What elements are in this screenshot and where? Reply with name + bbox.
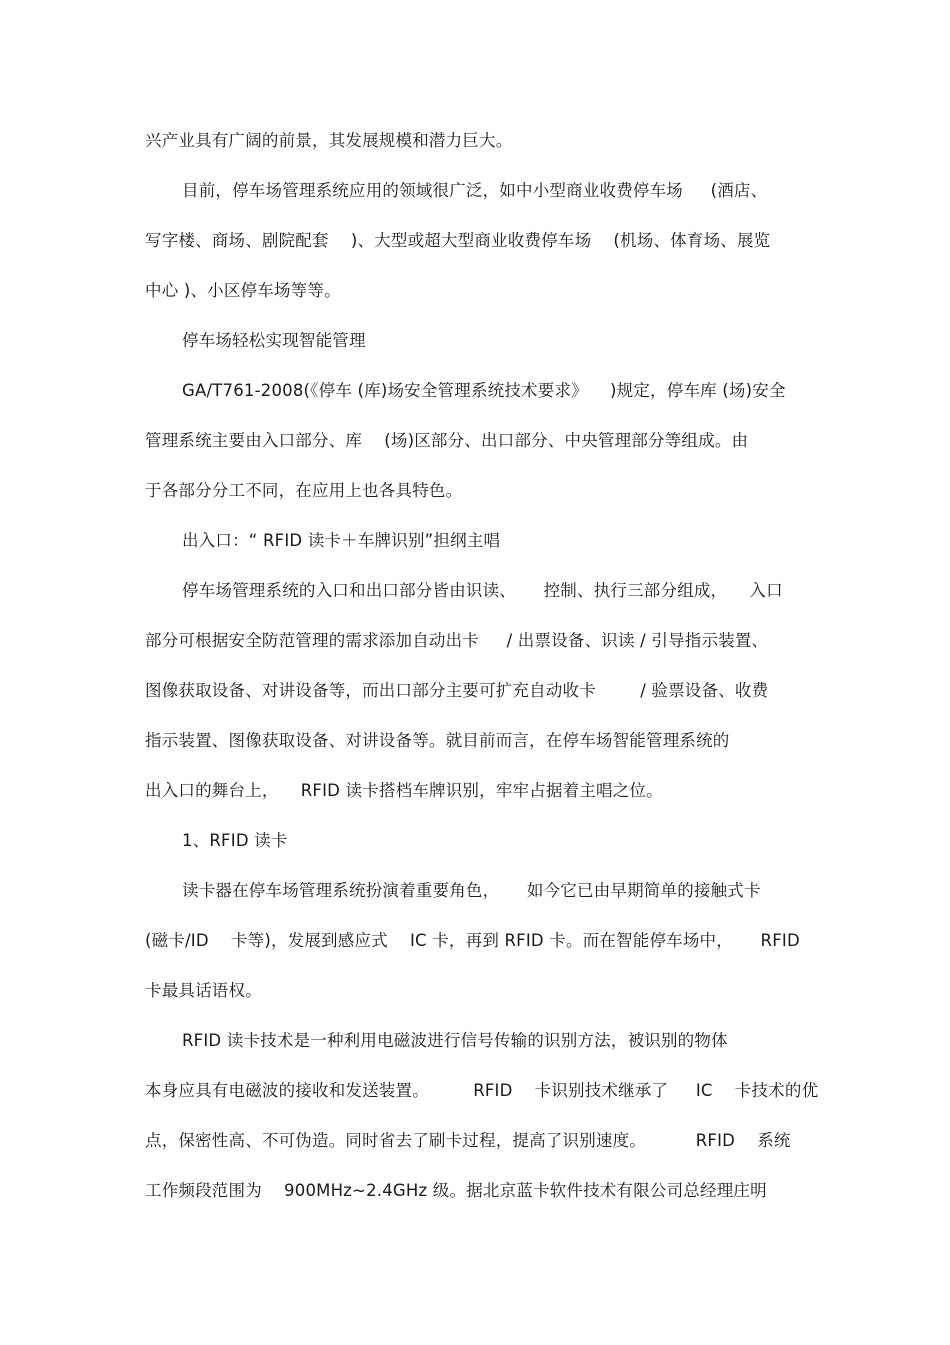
text-line: 卡最具话语权。 [145, 981, 262, 1000]
text-line: 管理系统主要由入口部分、库 (场)区部分、出口部分、中央管理部分等组成。由 [145, 431, 749, 450]
text-line: 图像获取设备、对讲设备等，而出口部分主要可扩充自动收卡 / 验票设备、收费 [145, 681, 769, 700]
text-line: 读卡器在停车场管理系统扮演着重要角色， 如今它已由早期简单的接触式卡 [182, 881, 761, 900]
section-heading: 出入口：“ RFID 读卡＋车牌识别”担纲主唱 [182, 531, 501, 550]
text-line: 本身应具有电磁波的接收和发送装置。 RFID 卡识别技术继承了 IC 卡技术的优 [145, 1081, 819, 1100]
text-line: 于各部分分工不同，在应用上也各具特色。 [145, 481, 463, 500]
text-line: 点，保密性高、不可伪造。同时省去了刷卡过程，提高了识别速度。 RFID 系统 [145, 1131, 791, 1150]
text-line: 中心 )、小区停车场等等。 [145, 281, 341, 300]
text-line: 指示装置、图像获取设备、对讲设备等。就目前而言，在停车场智能管理系统的 [145, 731, 730, 750]
text-line: 兴产业具有广阔的前景，其发展规模和潜力巨大。 [145, 131, 513, 150]
text-line: 部分可根据安全防范管理的需求添加自动出卡 / 出票设备、识读 / 引导指示装置、 [145, 631, 769, 650]
text-line: 写字楼、商场、剧院配套 )、大型或超大型商业收费停车场 (机场、体育场、展览 [145, 231, 771, 250]
text-line: GA/T761-2008(《停车 (库)场安全管理系统技术要求》 )规定，停车库 (场)安全 [182, 381, 786, 400]
text-line: 工作频段范围为 900MHz~2.4GHz 级。据北京蓝卡软件技术有限公司总经理庄明 [145, 1181, 767, 1200]
text-line: 停车场管理系统的入口和出口部分皆由识读、 控制、执行三部分组成， 入口 [182, 581, 783, 600]
text-line: RFID 读卡技术是一种利用电磁波进行信号传输的识别方法，被识别的物体 [182, 1031, 728, 1050]
text-line: (磁卡/ID 卡等)，发展到感应式 IC 卡，再到 RFID 卡。而在智能停车场中， RFID [145, 931, 800, 950]
text-line: 目前，停车场管理系统应用的领域很广泛，如中小型商业收费停车场 (酒店、 [182, 181, 768, 200]
text-line: 出入口的舞台上， RFID 读卡搭档车牌识别，牢牢占据着主唱之位。 [145, 781, 663, 800]
section-heading: 停车场轻松实现智能管理 [182, 331, 366, 350]
section-heading: 1、RFID 读卡 [182, 831, 288, 850]
